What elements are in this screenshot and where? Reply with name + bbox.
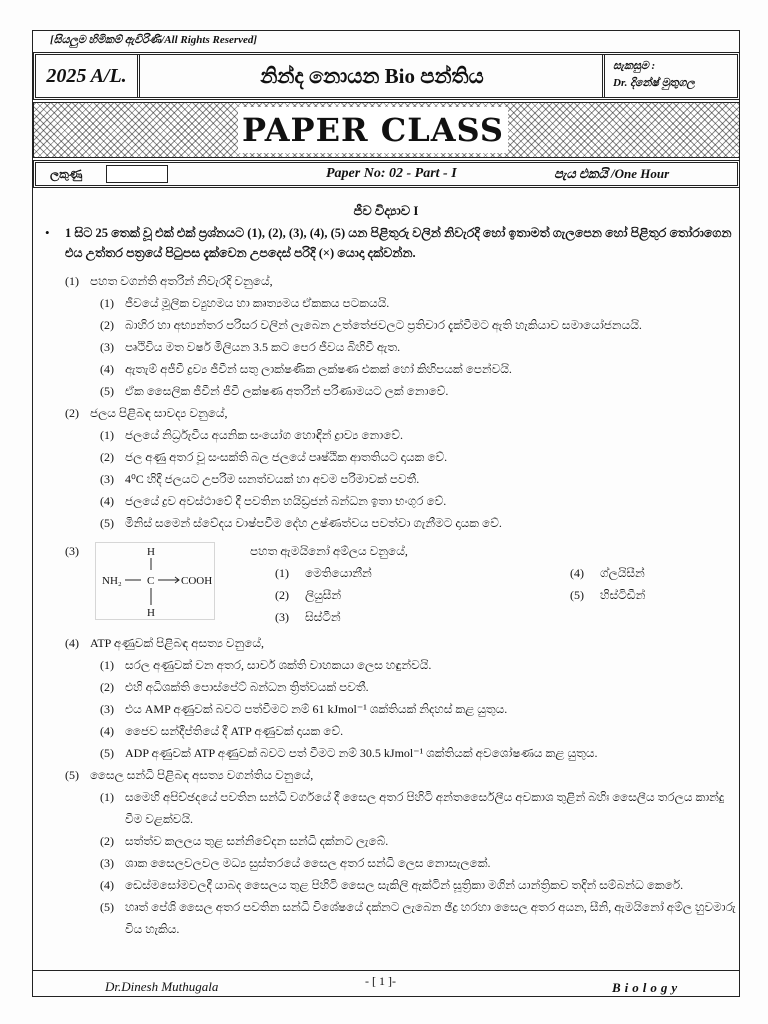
option-number: (4) [100, 878, 114, 892]
subject-title: ජීව විද්‍යාව I [353, 203, 419, 218]
question-number: (1) [65, 274, 79, 288]
atom-label-center: C [147, 575, 155, 587]
option [100, 314, 736, 336]
exam-year: 2025 A/L. [36, 55, 140, 97]
option-text: හිස්ටිඩීන් [600, 588, 646, 602]
option [100, 874, 736, 896]
option [100, 852, 736, 874]
question-stem [65, 764, 735, 786]
question-1 [33, 270, 739, 402]
amino-acid-structure [95, 542, 215, 620]
option-number: (5) [100, 516, 114, 530]
option-number: (2) [275, 588, 289, 602]
option-number: (2) [100, 680, 114, 694]
marks-label: ලකුණු [50, 167, 83, 181]
option-text: මෙතියොනීන් [305, 566, 372, 580]
page-number: - [ 1 ]- [365, 974, 396, 988]
option [100, 446, 736, 468]
option-number: (2) [100, 450, 114, 464]
option-text: සරල අණුවක් වන අතර, සාර්ව ශක්ති වාහකයා ලෙස හඳුන්වයි. [125, 658, 432, 672]
question-text: ATP අණුවක් පිළිබඳ අසත්‍ය වනුයේ, [90, 636, 265, 650]
option-text: බාහිර හා අභ්‍යන්තර පරිසර වලින් ලැබෙන උත්තේජවලට ප්‍රතිචාර දැක්වීමට ඇති හැකියාව සමායෝජනයයි. [125, 318, 642, 332]
option-text: සිස්ටීන් [305, 610, 341, 624]
option-text: සමෙහි අපිච්ඡදයේ පවතින සන්ධි වර්ගයේ දී සෛල අතර පිහිටි අන්තර්සෛලීය අවකාශ තුළින් බහිඃ සෛලීය තරලය කාන්දු වීම වළක්වයි. [125, 790, 725, 826]
compiled-by-label: සැකසුම : [613, 60, 656, 72]
question-stem [65, 270, 735, 292]
option-number: (5) [100, 900, 114, 914]
option [100, 720, 736, 742]
option-text: ඩෙස්මසෝමවලදී යාබද සෛලය තුළ පිහිටි සෛල සැකිලි ඇක්ටින් සූත්‍රිකා මගින් යාන්ත්‍රිකව තදින් සම්බන්ධ කෙරේ. [125, 878, 684, 892]
option [100, 742, 736, 764]
option [100, 424, 736, 446]
question-stem [65, 632, 735, 654]
question-4 [33, 632, 739, 764]
option-text: ජීවයේ මූලික ව්‍යුහමය හා කෘත්‍යමය ඒකකය පටකයයි. [125, 296, 390, 310]
option-number: (1) [100, 296, 114, 310]
option-number: (1) [275, 566, 289, 580]
atom-label-bottom: H [147, 607, 155, 619]
option-number: (3) [100, 340, 114, 354]
compiler-name: Dr. දිනේෂ් මුතුගල [613, 77, 695, 89]
option-text: ADP අණුවක් ATP අණුවක් බවට පත් වීමට නම් 30.5 kJmol⁻¹ ශක්තියක් අවශෝෂණය කළ යුතුය. [125, 746, 598, 760]
option [100, 380, 736, 402]
question-5 [33, 764, 739, 940]
option-text: ජලයේ නිර්ධ්‍රැවීය අයනික සංයෝග හොඳින් ද්‍රාව්‍ය නොවේ. [125, 428, 404, 442]
option [100, 292, 736, 314]
option-number: (1) [100, 428, 114, 442]
option [100, 830, 736, 852]
question-3 [33, 540, 739, 632]
option-text: සත්ත්ව කලලය තුළ සන්නිවේදන සන්ධි දක්නට ලැබේ. [125, 834, 389, 848]
option [100, 512, 736, 534]
question-number: (3) [65, 544, 79, 558]
option [100, 336, 736, 358]
option-number: (2) [100, 834, 114, 848]
option-number: (5) [100, 384, 114, 398]
atom-label-right: COOH [181, 575, 213, 587]
atom-label-left: NH₂ [102, 575, 122, 587]
rights-notice: [සියලුම හිමිකම් ඇවිරිණි/All Rights Reserved] [50, 34, 258, 46]
option-number: (3) [100, 702, 114, 716]
info-row [33, 160, 740, 188]
option-text: ඒක සෛලික ජීවීන් ජීවී ලක්ෂණ අතරින් පරිණාමයට ලක් නොවේ. [125, 384, 449, 398]
option-number: (4) [100, 724, 114, 738]
option [100, 358, 736, 380]
option-number: (3) [275, 610, 289, 624]
option [570, 562, 645, 584]
option-text: එහි අධිශක්ති පොස්පේට් බන්ධන ත්‍රිත්වයක් පවතී. [125, 680, 369, 694]
option [570, 584, 645, 606]
option [275, 606, 341, 628]
option-text: ජල අණු අතර වූ සංසක්ති බල ජලයේ පෘෂ්ඨික ආතතියට දායක වේ. [125, 450, 448, 464]
header-box [33, 52, 740, 100]
question-number: (2) [65, 406, 79, 420]
option [100, 698, 736, 720]
option-text: 4⁰C හිදී ජලයට උපරිම ඝනත්වයක් හා අවම පරිමාවක් පවතී. [125, 472, 420, 486]
option-text: ජලයේ ද්‍රව අවස්ථාවේ දී පවතින හයිඩ්‍රජන් බන්ධන ඉතා භංගුර වේ. [125, 494, 447, 508]
option-number: (4) [100, 362, 114, 376]
option-number: (1) [100, 790, 114, 804]
paper-class-banner [33, 102, 740, 158]
option-number: (3) [100, 856, 114, 870]
option [100, 654, 736, 676]
banner-title: PAPER CLASS [238, 107, 508, 153]
footer-rule [32, 970, 740, 971]
question-text: පහත ඇමයිනෝ අම්ලය වනුයේ, [250, 544, 408, 558]
marks-box [106, 165, 168, 183]
instruction-bullet: • [45, 225, 50, 240]
footer-subject: Biology [612, 980, 682, 995]
question-number: (4) [65, 636, 79, 650]
option-number: (5) [100, 746, 114, 760]
option [100, 490, 736, 512]
option [100, 468, 736, 490]
option-text: ග්ලයිසීන් [600, 566, 645, 580]
compiler-box [602, 55, 737, 97]
option-text: ශාක සෛලවලවල මධ්‍ය සුස්තරයේ සෛල අතර සන්ධි ලෙස නොසැලකේ. [125, 856, 491, 870]
question-text: ජලය පිළිබඳ සාවද්‍ය වනුයේ, [90, 406, 228, 420]
option [275, 562, 372, 584]
question-number: (5) [65, 768, 79, 782]
option [100, 786, 736, 830]
option-text: ලියුසීන් [305, 588, 342, 602]
duration: පැය එකයි /One Hour [554, 166, 670, 181]
author-signature: Dr.Dinesh Muthugala [105, 979, 219, 994]
option-text: ජෛව සන්දීප්තියේ දී ATP අණුවක් දායක වේ. [125, 724, 344, 738]
option [275, 584, 341, 606]
option-text: එය AMP අණුවක් බවට පත්වීමට නම් 61 kJmol⁻¹ ශක්තියක් නිදහස් කළ යුතුය. [125, 702, 508, 716]
option [100, 676, 736, 698]
question-stem [65, 402, 735, 424]
question-text: පහත වගන්ති අතරින් නිවැරදි වනුයේ, [90, 274, 273, 288]
class-title: නින්ද නොයන Bio පන්තිය [260, 64, 484, 88]
option-number: (2) [100, 318, 114, 332]
question-2 [33, 402, 739, 534]
option-number: (1) [100, 658, 114, 672]
option-text: පෘථිවිය මත වර්ෂ මිලියන 3.5 කට පෙර ජීවය බිහිවී ඇත. [125, 340, 401, 354]
option-text: ඇතැම් අජීවී ද්‍රව්‍ය ජීවීන් සතු ලාක්ෂණික ලක්ෂණ එකක් හෝ කිහිපයක් පෙන්වයි. [125, 362, 512, 376]
option-number: (4) [570, 566, 584, 580]
instruction-text: 1 සිට 25 තෙක් වූ එක් එක් ප්‍රශ්නයට (1), (2), (3), (4), (5) යන පිළිතුරු වලින් නිවැරදි හෝ ඉතාමත් ගැලපෙන හෝ පිළිතුර තෝරාගෙන එය උත්තර පත්‍රයේ පිටුපස දැක්වෙන උපදෙස් පරිදි (×) යොදා දක්වන්න. [65, 226, 732, 260]
option-number: (4) [100, 494, 114, 508]
option-text: මිනිස් සමෙන් ස්වේදය වාෂ්පවීම දේහ උෂ්ණත්වය පවත්වා ගැනීමට දායක වේ. [125, 516, 502, 530]
option [100, 896, 736, 940]
paper-number: Paper No: 02 - Part - I [326, 166, 457, 181]
structure-diagram [96, 543, 214, 619]
option-number: (5) [570, 588, 584, 602]
question-body [33, 200, 739, 968]
option-text: හෘත් පේශි සෛල අතර පවතින සන්ධි විශේෂයේ දක්නට ලැබෙන ඡිද්‍ර හරහා සෛල අතර අයන, සීනි, ඇමයිනෝ අම්ල හුවමාරු විය හැකිය. [125, 900, 736, 936]
atom-label-top: H [147, 546, 155, 558]
option-number: (3) [100, 472, 114, 486]
question-text: සෛල සන්ධි පිළිබඳ අසත්‍ය වගන්තිය වනුයේ, [90, 768, 314, 782]
